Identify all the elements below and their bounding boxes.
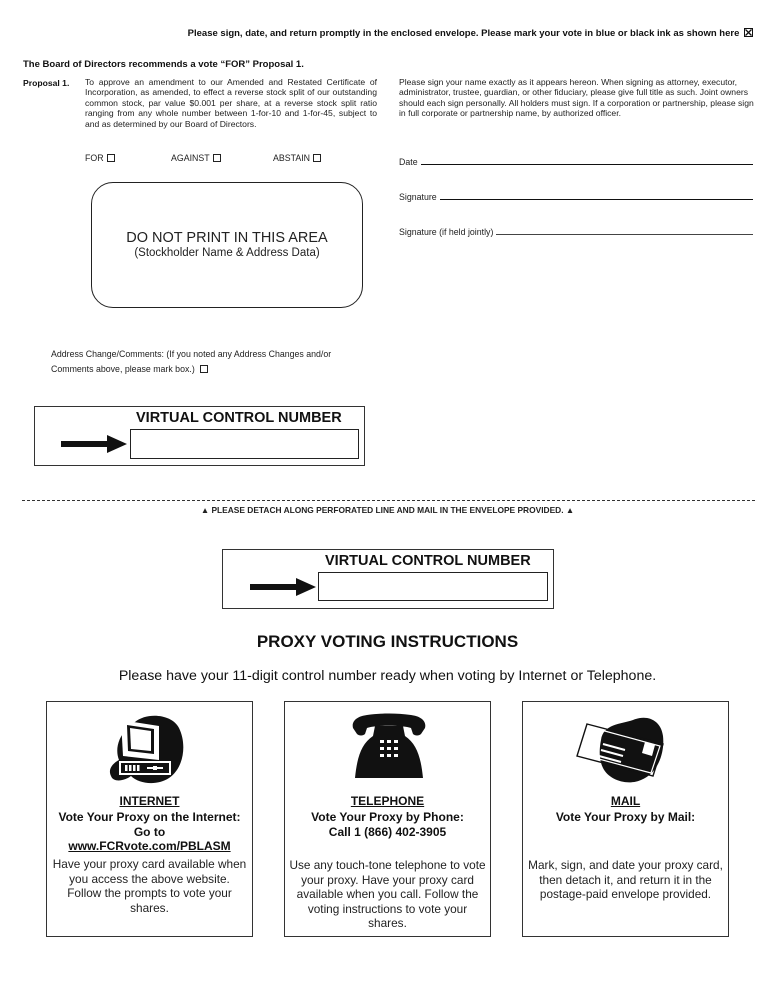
joint-signature-label: Signature (if held jointly) <box>399 227 494 237</box>
telephone-icon <box>285 710 490 785</box>
joint-signature-input-line[interactable] <box>496 234 753 235</box>
internet-heading: INTERNET <box>119 794 180 808</box>
signature-instructions: Please sign your name exactly as it appears hereon. When signing as attorney, executor, administrator, trustee, guardian, or other fiduciary, please give full title as such. Joint owners should each sign personally. All holders must sign. If a corporation or partnership, please sign in full corporate or partnership name, by authorized officer. <box>399 77 754 119</box>
vote-option-label: ABSTAIN <box>273 153 310 163</box>
internet-method-box <box>46 701 253 937</box>
vote-option-label: FOR <box>85 153 104 163</box>
detach-instruction: ▲ PLEASE DETACH ALONG PERFORATED LINE AND MAIL IN THE ENVELOPE PROVIDED. ▲ <box>200 505 575 515</box>
mail-method-box <box>522 701 729 937</box>
virtual-control-number-field[interactable] <box>130 429 359 459</box>
mark-instruction-text: Please sign, date, and return promptly in the enclosed envelope. Please mark your vote in blue or black ink as shown here <box>187 28 740 39</box>
abstain-checkbox[interactable] <box>313 154 321 162</box>
telephone-method-box <box>284 701 491 937</box>
mail-line1: Vote Your Proxy by Mail: <box>555 810 696 824</box>
arrow-right-icon <box>61 434 131 454</box>
mail-instructions <box>523 810 728 825</box>
stockholder-address-area <box>91 182 363 308</box>
signature-field-row <box>399 192 753 202</box>
joint-signature-field-row <box>399 227 753 237</box>
stub-virtual-control-number-title: VIRTUAL CONTROL NUMBER <box>325 553 531 569</box>
virtual-control-number-box <box>34 406 365 466</box>
vote-option-against[interactable] <box>171 153 221 163</box>
telephone-heading: TELEPHONE <box>350 794 425 808</box>
mail-heading: MAIL <box>610 794 641 808</box>
perforated-line <box>22 500 755 501</box>
for-checkbox[interactable] <box>107 154 115 162</box>
checked-x-box-icon <box>744 28 753 37</box>
board-recommendation: The Board of Directors recommends a vote “FOR” Proposal 1. <box>23 59 304 70</box>
telephone-line1: Vote Your Proxy by Phone: <box>311 810 464 824</box>
against-checkbox[interactable] <box>213 154 221 162</box>
proxy-voting-subtitle: Please have your 11-digit control number ready when voting by Internet or Telephone. <box>118 668 657 684</box>
signature-label: Signature <box>399 192 437 202</box>
mark-instruction <box>188 28 753 39</box>
computer-icon <box>47 710 252 785</box>
arrow-right-icon <box>250 577 320 597</box>
voting-website-link[interactable]: www.FCRvote.com/PBLASM <box>68 839 231 853</box>
vote-option-for[interactable] <box>85 153 115 163</box>
telephone-instructions <box>285 810 490 839</box>
proxy-voting-title: PROXY VOTING INSTRUCTIONS <box>256 632 519 651</box>
do-not-print-label: DO NOT PRINT IN THIS AREA <box>126 230 328 246</box>
address-data-label: (Stockholder Name & Address Data) <box>134 247 320 259</box>
signature-input-line[interactable] <box>440 199 753 200</box>
address-change-checkbox[interactable] <box>200 365 208 373</box>
telephone-number: Call 1 (866) 402-3905 <box>328 824 447 839</box>
internet-description: Have your proxy card available when you access the above website. Follow the prompts to vote your shares. <box>52 857 247 915</box>
virtual-control-number-title: VIRTUAL CONTROL NUMBER <box>136 410 342 426</box>
date-input-line[interactable] <box>421 164 753 165</box>
stub-virtual-control-number-box <box>222 549 554 609</box>
internet-line2: Go to <box>133 824 166 839</box>
vote-option-abstain[interactable] <box>273 153 321 163</box>
proposal-label: Proposal 1. <box>23 78 70 88</box>
address-change-text: Address Change/Comments: (If you noted any Address Changes and/or Comments above, please mark box.) <box>51 349 332 374</box>
internet-line1: Vote Your Proxy on the Internet: <box>58 810 241 824</box>
internet-instructions <box>47 810 252 854</box>
address-change-note <box>51 347 371 377</box>
stub-virtual-control-number-field[interactable] <box>318 572 548 601</box>
proposal-text: To approve an amendment to our Amended and Restated Certificate of Incorporation, as amended, to effect a reverse stock split of our outstanding common stock, par value $0.001 per share, at a reverse stock split ratio ranging from any whole number between 1-for-10 and 1-for-45, subject to and as determined by our Board of Directors. <box>85 77 377 129</box>
mail-description: Mark, sign, and date your proxy card, then detach it, and return it in the postage-paid envelope provided. <box>528 858 723 901</box>
date-label: Date <box>399 157 418 167</box>
telephone-description: Use any touch-tone telephone to vote your proxy. Have your proxy card available when you call. Follow the voting instructions to vote your shares. <box>289 858 486 930</box>
date-field-row <box>399 157 753 167</box>
mail-envelope-icon <box>523 710 728 785</box>
vote-option-label: AGAINST <box>171 153 210 163</box>
